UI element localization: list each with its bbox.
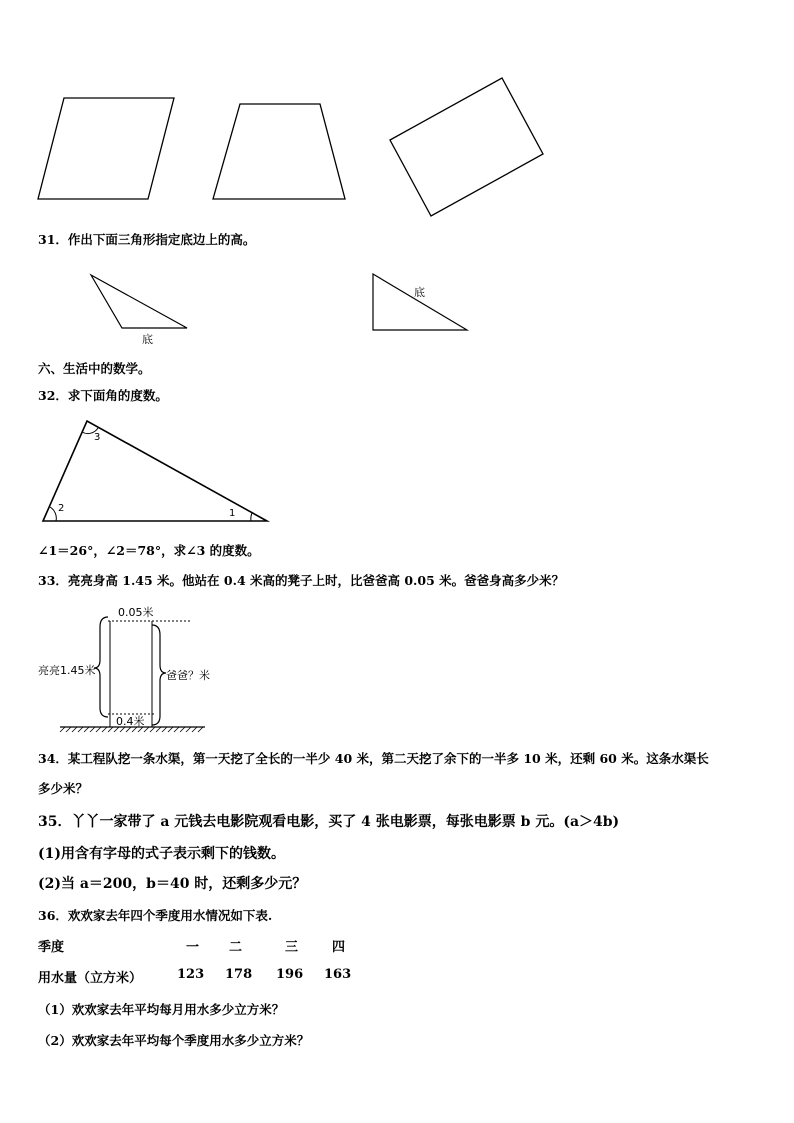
angle-2-arc <box>50 507 56 521</box>
angle-1-arc <box>251 513 252 521</box>
table-row-label: 用水量（立方米） <box>38 971 143 986</box>
q31-text: 31．作出下面三角形指定底边上的高。 <box>38 232 256 247</box>
q34-line2: 多少米？ <box>38 781 89 796</box>
q32-given: ∠1＝26°，∠2＝78°，求∠3 的度数。 <box>38 543 260 558</box>
angle-2-label: 2 <box>58 503 65 514</box>
left-brace <box>94 617 108 717</box>
table-header-label: 季度 <box>38 940 65 955</box>
diagram-left-label: 亮亮1.45米 <box>38 664 96 677</box>
table-value-4: 163 <box>324 967 352 982</box>
angle-1-label: 1 <box>229 508 236 519</box>
diagram-right-label: 爸爸？米 <box>166 669 210 682</box>
angle-triangle <box>43 421 267 521</box>
table-season-2: 二 <box>229 940 243 955</box>
q34-line1: 34．某工程队挖一条水渠，第一天挖了全长的一半少 40 米，第二天挖了余下的一半多 10 米，还剩 60 米。这条水渠长 <box>38 751 709 766</box>
trapezoid-shape <box>213 104 345 199</box>
q35-part1: (1)用含有字母的式子表示剩下的钱数。 <box>38 846 285 862</box>
q33-text: 33．亮亮身高 1.45 米。他站在 0.4 米高的凳子上时，比爸爸高 0.05 米。爸爸身高多少米？ <box>38 573 565 588</box>
q36-part1: （1）欢欢家去年平均每月用水多少立方米？ <box>38 1002 285 1017</box>
table-season-4: 四 <box>332 940 346 955</box>
q35-line1: 35．丫丫一家带了 a 元钱去电影院观看电影，买了 4 张电影票，每张电影票 b 元。(a＞4b) <box>38 814 620 830</box>
right-brace <box>152 625 166 725</box>
rotated-rectangle-shape <box>390 78 543 216</box>
table-value-1: 123 <box>177 967 205 982</box>
right-triangle <box>373 274 467 330</box>
table-value-3: 196 <box>276 967 304 982</box>
section6-title: 六、生活中的数学。 <box>38 361 151 376</box>
triangle2-base-label: 底 <box>414 286 425 299</box>
q36-part2: （2）欢欢家去年平均每个季度用水多少立方米？ <box>38 1033 310 1048</box>
diagram-top-label: 0.05米 <box>118 606 154 619</box>
table-value-2: 178 <box>225 967 253 982</box>
q32-text: 32．求下面角的度数。 <box>38 388 168 403</box>
q36-text: 36．欢欢家去年四个季度用水情况如下表. <box>38 908 273 923</box>
q35-part2: (2)当 a＝200，b＝40 时，还剩多少元？ <box>38 876 307 892</box>
diagram-bottom-label: 0.4米 <box>116 715 145 728</box>
parallelogram-shape <box>38 98 174 199</box>
table-season-3: 三 <box>285 940 299 955</box>
angle-3-label: 3 <box>94 432 101 443</box>
table-season-1: 一 <box>186 940 200 955</box>
obtuse-triangle <box>91 275 187 328</box>
triangle1-base-label: 底 <box>142 333 153 346</box>
